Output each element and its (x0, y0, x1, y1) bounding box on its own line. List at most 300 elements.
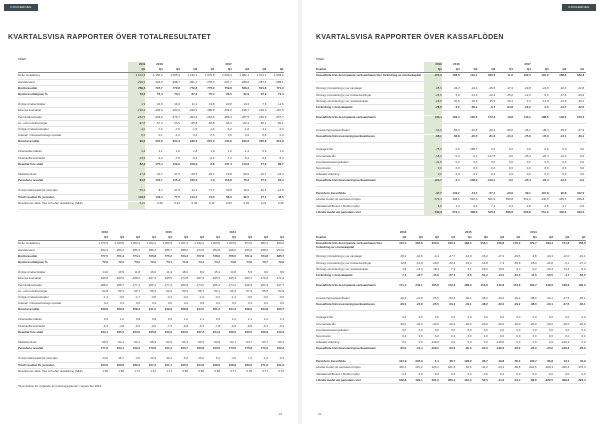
table-cell: -257,7 (275, 114, 284, 119)
row-label: Bruttoresultatgrad, % (18, 259, 48, 264)
table-cell: 269,3 (116, 307, 124, 312)
table-cell: 188,6 (559, 73, 567, 78)
table-cell: 243,2 (164, 329, 172, 334)
table-cell: 1,71 (166, 368, 172, 373)
row-label: Personalkostnader (18, 282, 43, 287)
table-cell: 775,9 (207, 85, 215, 90)
table-cell: -1,7 (135, 294, 140, 299)
table-cell: 1 150,2 (152, 73, 163, 78)
row-label: Periodens kassaflöde (316, 191, 346, 196)
table-cell: -0,0 (508, 153, 513, 158)
table-cell: -27,5 (562, 302, 570, 307)
table-cell: 116,8 (224, 178, 232, 183)
header-label (18, 67, 128, 72)
table-cell: 179,9 (148, 346, 156, 351)
page-title: KVARTALSVISA RAPPORTER ÖVER KASSAFLÖDEN (316, 34, 504, 41)
table-cell: 0,3 (231, 301, 236, 306)
table-cell: 0,0 (467, 327, 472, 332)
table-cell: 0,0 (424, 166, 442, 171)
table-cell: 72,9 (278, 259, 284, 264)
table-cell: 200,7 (180, 346, 188, 351)
table-cell: -124,7 (424, 179, 442, 186)
table-cell: 92,8 (560, 191, 567, 196)
table-cell: 96,0 (128, 139, 145, 144)
table-cell: 261,2 (212, 307, 220, 312)
table-cell: -250,8 (179, 282, 188, 287)
table-cell: 73,4 (278, 91, 284, 96)
table-cell: -35,1 (524, 128, 531, 133)
row-label: Resultat före skatt (18, 329, 44, 334)
quarter-label: Q1 (580, 67, 585, 72)
table-cell: -14,0 (101, 356, 108, 361)
table-cell: -60,1 (277, 120, 284, 125)
table-cell: 0,0 (434, 333, 439, 338)
income-table-2017-2019 (18, 62, 284, 210)
table-cell: 974,9 (244, 241, 252, 246)
table-cell: -193,3 (258, 108, 267, 113)
table-cell: 1,1 (247, 317, 252, 322)
table-cell: 237,3 (196, 329, 204, 334)
table-cell: 0,6 (128, 133, 145, 138)
table-cell: 733,3 (180, 253, 188, 258)
table-cell: -4,0 (128, 127, 145, 132)
table-cell: 221,2 (415, 365, 423, 370)
table-cell: -288,7 (171, 79, 180, 84)
table-cell: 115,8 (541, 191, 549, 196)
table-cell: -187,9 (195, 276, 204, 281)
table-cell: 748,0 (212, 253, 220, 258)
row-label: Externa kostnader (18, 276, 42, 281)
table-cell: 0,0 (451, 371, 456, 376)
table-cell: 70,4 (208, 91, 215, 96)
table-cell: 0,5 (199, 301, 204, 306)
table-cell: -27,5 (562, 296, 570, 301)
table-cell: 221,2 (431, 377, 439, 382)
table-cell: 221,6 (424, 74, 442, 81)
table-cell: -12,0 (562, 254, 570, 259)
table-cell: -20,1 (546, 302, 553, 307)
row-label: Finansiella kostnader (18, 323, 46, 328)
table-cell: -21,9 (559, 98, 567, 103)
table-cell: 1 082,1 (239, 73, 250, 78)
table-cell: -21,3 (416, 266, 423, 271)
table-cell: 168,6 (452, 73, 460, 78)
table-cell: -258,7 (115, 282, 124, 287)
year-label: 2019 (128, 62, 145, 67)
table-cell: 167,3 (148, 362, 156, 367)
table-cell: -89,8 (530, 377, 537, 382)
table-cell: 241,0 (148, 307, 156, 312)
table-cell: -0,6 (263, 294, 268, 299)
table-cell: -20,0 (546, 321, 553, 326)
table-cell: 1,72 (134, 368, 140, 373)
table-cell: 189,4 (132, 362, 140, 367)
table-cell: -180,9 (115, 276, 124, 281)
row-label: Ökning(+)/minskning(-) av rörelseskulder (316, 98, 369, 103)
table-cell: 1 104,5 (128, 73, 145, 78)
row-label: Kassaflöde från investeringsverksamheten (316, 303, 375, 307)
table-cell: -0,3 (279, 356, 284, 361)
table-cell: -3,3 (472, 203, 478, 208)
table-cell: 349,5 (559, 197, 567, 202)
table-cell: -14,9 (277, 188, 284, 193)
table-cell: -222,5 (528, 365, 537, 370)
table-cell: -9,1 (263, 323, 268, 328)
table-cell: 16,6 (150, 270, 156, 275)
table-cell: 8,9 (199, 270, 204, 275)
table-cell: -274,0 (195, 282, 204, 287)
table-cell: -38,2 (481, 302, 488, 307)
table-cell: -55,8 (261, 288, 268, 293)
table-cell: 55,2 (128, 188, 145, 193)
table-cell: -20,0 (481, 346, 488, 351)
table-cell: 284,8 (415, 241, 423, 246)
table-cell: 0,0 (455, 147, 460, 152)
table-cell: 0,0 (491, 147, 496, 152)
table-cell: 194,1 (470, 73, 478, 78)
table-cell: -56,5 (546, 272, 553, 277)
quarter-label: Q4 (455, 67, 460, 72)
table-cell: 0,0 (451, 333, 456, 338)
table-cell: -194,2 (223, 108, 232, 113)
table-row (316, 283, 586, 292)
table-cell: -9,0 (231, 323, 236, 328)
table-cell: -56,3 (453, 128, 460, 133)
table-cell: -59,3 (181, 288, 188, 293)
table-cell: 0,0 (508, 165, 513, 170)
table-cell: 206,1 (480, 241, 488, 246)
table-cell: 132,7 (529, 359, 537, 364)
table-cell: -7,0 (157, 126, 163, 131)
table-cell: 175,4 (155, 161, 163, 166)
table-cell: 137,4 (224, 161, 232, 166)
table-cell: 797,7 (155, 85, 163, 90)
section-tag: KONCERNEN (4, 4, 38, 11)
table-cell: -23,3 (277, 172, 284, 176)
quarter-label: Q4 (168, 235, 172, 240)
table-cell: 6,8 (210, 161, 215, 166)
table-cell: -9,0 (579, 153, 585, 158)
table-cell: 0,0 (424, 172, 442, 177)
table-cell: -4,5 (543, 104, 549, 109)
table-cell: -12,0 (559, 178, 567, 183)
row-label (316, 279, 390, 283)
table-cell: -277,2 (163, 282, 172, 287)
table-cell: 0,0 (451, 340, 456, 345)
table-cell: -257,5 (240, 114, 250, 119)
table-cell: -193,9 (154, 108, 163, 113)
row-label (316, 111, 424, 115)
table-cell: 13,1 (563, 359, 570, 364)
table-cell: -20,0 (464, 321, 472, 326)
table-cell: 145,1 (424, 116, 442, 123)
table-cell: 0,8 (135, 317, 140, 322)
table-cell: -57,5 (448, 272, 456, 277)
table-cell: 0,0 (516, 315, 521, 320)
table-cell: 258,4 (132, 307, 140, 312)
row-label: Amorterade lån (316, 153, 336, 158)
table-cell: 429,1 (399, 365, 407, 370)
table-cell: 1,2 (231, 317, 236, 322)
table-cell: 253,0 (132, 329, 140, 334)
table-cell: 549,8 (399, 377, 407, 382)
table-cell: -57,5 (245, 288, 252, 293)
row-label: Valutakursdifferens i likvida medel (316, 203, 360, 208)
quarter-label: Q1 (280, 235, 284, 240)
table-cell: -5,2 (244, 155, 250, 160)
table-cell: -26,2 (399, 302, 407, 307)
quarter-label: Q4 (467, 235, 472, 240)
table-cell: -20,1 (259, 172, 267, 176)
table-cell: 49,9 (579, 359, 586, 364)
table-cell: -20,0 (448, 321, 456, 326)
table-cell: 0,0 (548, 333, 553, 338)
table-cell: 193,5 (212, 346, 220, 351)
table-cell: -309,3 (544, 365, 553, 370)
table-cell: 171,6 (260, 362, 268, 367)
table-cell: -139,0 (430, 340, 439, 345)
table-cell: 551,9 (523, 197, 531, 202)
table-cell: -6,2 (135, 323, 140, 328)
table-cell: -16,2 (197, 356, 204, 361)
table-cell: 0,4 (103, 301, 108, 306)
table-cell: 77,5 (174, 194, 180, 199)
table-cell: 64,5 (128, 178, 145, 183)
table-cell: 1,8 (128, 149, 145, 154)
row-label: Övrigt totalresultat för perioden (18, 356, 58, 361)
table-cell: 0,0 (544, 147, 549, 152)
row-label: Nyemission (316, 165, 331, 170)
table-cell: 181,4 (447, 365, 456, 370)
table-cell: 142,8 (496, 283, 505, 288)
table-cell: -56,1 (213, 288, 220, 293)
table-cell: -270,7 (171, 114, 180, 119)
table-cell: 158,9 (189, 161, 198, 166)
table-cell: -297,7 (223, 79, 232, 84)
table-cell: 0,0 (483, 371, 488, 376)
table-cell: -0,5 (279, 294, 284, 299)
table-cell: -81,6 (488, 134, 496, 139)
table-cell: -20,0 (432, 321, 439, 326)
table-cell: -1,9 (199, 294, 204, 299)
table-cell: -37,9 (577, 128, 585, 133)
row-label: Amorterad leasingskulder (316, 327, 349, 332)
table-cell: 440,6 (559, 209, 567, 214)
table-cell: 135,0 (470, 115, 478, 120)
row-label: Ökning(+)/minskning(-) av rörelseskulder (316, 266, 369, 271)
row-label: Resultat per aktie, före och efter utspädning (SEK) (18, 201, 83, 205)
table-cell: -188,2 (131, 276, 140, 281)
table-cell: 0,0 (516, 333, 521, 338)
table-cell: 103,2 (452, 191, 460, 196)
table-cell: -5,2 (183, 356, 188, 361)
table-cell: 144,6 (224, 139, 232, 144)
table-cell: 0,0 (526, 165, 531, 170)
table-cell: 173,5 (228, 346, 236, 351)
row-label: Finansiella kostnader (18, 155, 46, 160)
table-cell: 1,99 (102, 368, 108, 373)
quarter-label: Q3 (549, 235, 553, 240)
table-cell: 0,3 (247, 301, 252, 306)
table-cell: 0,0 (434, 371, 439, 376)
row-label: Externa kostnader (18, 108, 42, 113)
table-cell: -60,8 (453, 134, 460, 139)
quarter-label: Q3 (184, 235, 188, 240)
table-cell: -252,8 (211, 247, 220, 252)
table-cell: 0,8 (262, 133, 267, 138)
table-cell: -44,7 (559, 104, 567, 109)
table-cell: 32,5 (453, 98, 460, 103)
table-cell: 0,0 (451, 327, 456, 332)
table-cell: -40,7 (156, 172, 163, 176)
row-label: Kassaflöde från finansieringsverksamheten (316, 347, 376, 351)
year-label: 2018 (156, 62, 163, 66)
table-cell: -61,4 (513, 272, 521, 277)
table-cell: -6,2 (226, 126, 232, 131)
table-row (316, 210, 586, 216)
table-cell: -20,0 (578, 346, 586, 351)
table-cell: -59,1 (470, 104, 478, 109)
row-label: Skattekostnad (18, 340, 37, 344)
table-cell: 185,6 (431, 283, 439, 288)
table-cell: -7,3 (167, 323, 172, 328)
table-cell: 11,2 (191, 102, 198, 107)
table-cell: 521,8 (259, 85, 267, 90)
page-title: KVARTALSVISA RAPPORTER ÖVER TOTALRESULTATET (8, 34, 212, 41)
table-cell: 566,9 (487, 197, 496, 202)
table-cell: 0,0 (402, 315, 407, 320)
table-cell: 11,6 (507, 73, 513, 78)
table-cell: 73,4 (198, 259, 204, 264)
table-cell: -23,5 (513, 254, 521, 259)
table-cell: 724,8 (260, 253, 268, 258)
row-label: Förändring i rörelsekapital (316, 272, 353, 277)
table-cell: 18,8 (400, 260, 407, 265)
table-cell: -58,7 (197, 288, 204, 293)
table-cell: 67,9 (260, 91, 267, 96)
table-cell: -62,3 (181, 340, 188, 344)
table-cell: 0,0 (532, 333, 537, 338)
row-label: Netto omsättning (18, 73, 40, 78)
table-cell: 183,4 (545, 241, 553, 246)
table-cell: 15,4 (465, 260, 472, 265)
table-cell: 593,8 (505, 197, 513, 202)
table-cell: 1 056,0 (274, 73, 284, 78)
table-cell: -2,0 (454, 172, 460, 177)
table-cell: 150,3 (576, 115, 585, 120)
table-cell: -65,8 (190, 120, 198, 125)
table-cell: 566,9 (505, 209, 513, 214)
row-label: Investeringsverksamheten (316, 128, 350, 133)
table-cell: -39,1 (577, 134, 585, 139)
table-cell: 152,9 (172, 161, 180, 166)
table-cell: 0,0 (516, 340, 521, 345)
table-cell: -15,5 (128, 156, 145, 161)
table-cell: 0,9 (262, 149, 267, 154)
table-cell: 73,3 (128, 92, 145, 97)
row-label: Amorterade lån (316, 321, 336, 326)
table-cell: 7,4 (247, 356, 252, 361)
table-cell: 573,4 (424, 197, 442, 202)
table-cell: 1,0 (175, 149, 180, 154)
table-cell: -40,4 (259, 188, 267, 193)
row-label: Investeringsverksamheten (316, 296, 350, 301)
table-cell: -52,0 (165, 340, 172, 344)
table-cell: -44,5 (470, 128, 478, 133)
table-cell: 11,0 (531, 272, 537, 277)
table-cell: -3,3 (157, 155, 163, 160)
table-cell: -6,0 (580, 266, 586, 271)
table-cell: 759,8 (224, 85, 232, 90)
table-cell: 18,0 (531, 260, 537, 265)
table-cell: 158,7 (470, 147, 478, 152)
table-cell: 0,21 (260, 200, 267, 205)
table-cell: -14,0 (497, 272, 505, 277)
table-cell: 73,4 (156, 91, 163, 96)
table-cell: -254,9 (275, 247, 284, 252)
table-cell: 3,5 (402, 266, 407, 271)
table-cell: 440,6 (541, 197, 549, 202)
table-cell: 0,0 (548, 315, 553, 320)
table-cell: -7,2 (450, 266, 456, 271)
table-cell: 195,5 (180, 362, 188, 367)
table-cell: -147,5 (486, 153, 496, 158)
table-cell: 2,1 (158, 149, 163, 154)
table-cell: 0,77 (262, 368, 268, 373)
table-cell: 102,2 (576, 191, 585, 196)
table-cell: -0,2 (490, 172, 496, 177)
table-cell: 180,8 (196, 346, 204, 351)
row-label: Periodens resultat (18, 178, 44, 183)
table-cell: -20,0 (562, 321, 570, 326)
quarter-label: Q3 (473, 67, 478, 72)
table-cell: 0,0 (508, 159, 513, 164)
table-cell: 74,0 (246, 259, 252, 264)
table-cell: 0,72 (278, 368, 284, 373)
table-cell: 182,8 (576, 73, 585, 78)
table-cell: 179,7 (529, 241, 537, 246)
quarter-label: Q4 (104, 235, 108, 240)
table-cell: 0,0 (526, 172, 531, 177)
table-cell: -126,3 (561, 346, 570, 351)
table-cell: 0,0 (544, 172, 549, 177)
quarter-label: Q2 (491, 67, 496, 72)
table-cell: -28,6 (190, 172, 198, 176)
table-cell: 0,0 (516, 327, 521, 332)
row-label: Andelar i intresseföretags resultat (18, 301, 62, 306)
table-cell: 0,0 (483, 327, 488, 332)
table-cell: 0,0 (532, 327, 537, 332)
table-cell: 134,7 (155, 178, 163, 183)
table-cell: 1,0 (119, 317, 124, 322)
table-cell: 180,0 (487, 73, 496, 78)
table-cell: 0,0 (500, 315, 505, 320)
table-cell: -7,8 (215, 323, 220, 328)
table-cell: -302,4 (99, 247, 108, 252)
table-cell: 0,5 (227, 133, 232, 138)
table-cell: -24,6 (424, 93, 442, 98)
table-cell: 0,43 (174, 200, 180, 205)
row-label: Andelar i intresseföretags resultat (18, 133, 62, 138)
table-cell: -278,4 (206, 79, 215, 84)
row-label: Resultat före skatt (18, 161, 44, 166)
table-cell: 191,2 (164, 346, 172, 351)
table-cell: 777,5 (100, 253, 108, 258)
table-cell: 73,7 (262, 259, 268, 264)
table-cell: -22,8 (546, 260, 553, 265)
table-cell: -119,6 (496, 340, 505, 345)
table-cell: 173,3 (487, 115, 496, 120)
